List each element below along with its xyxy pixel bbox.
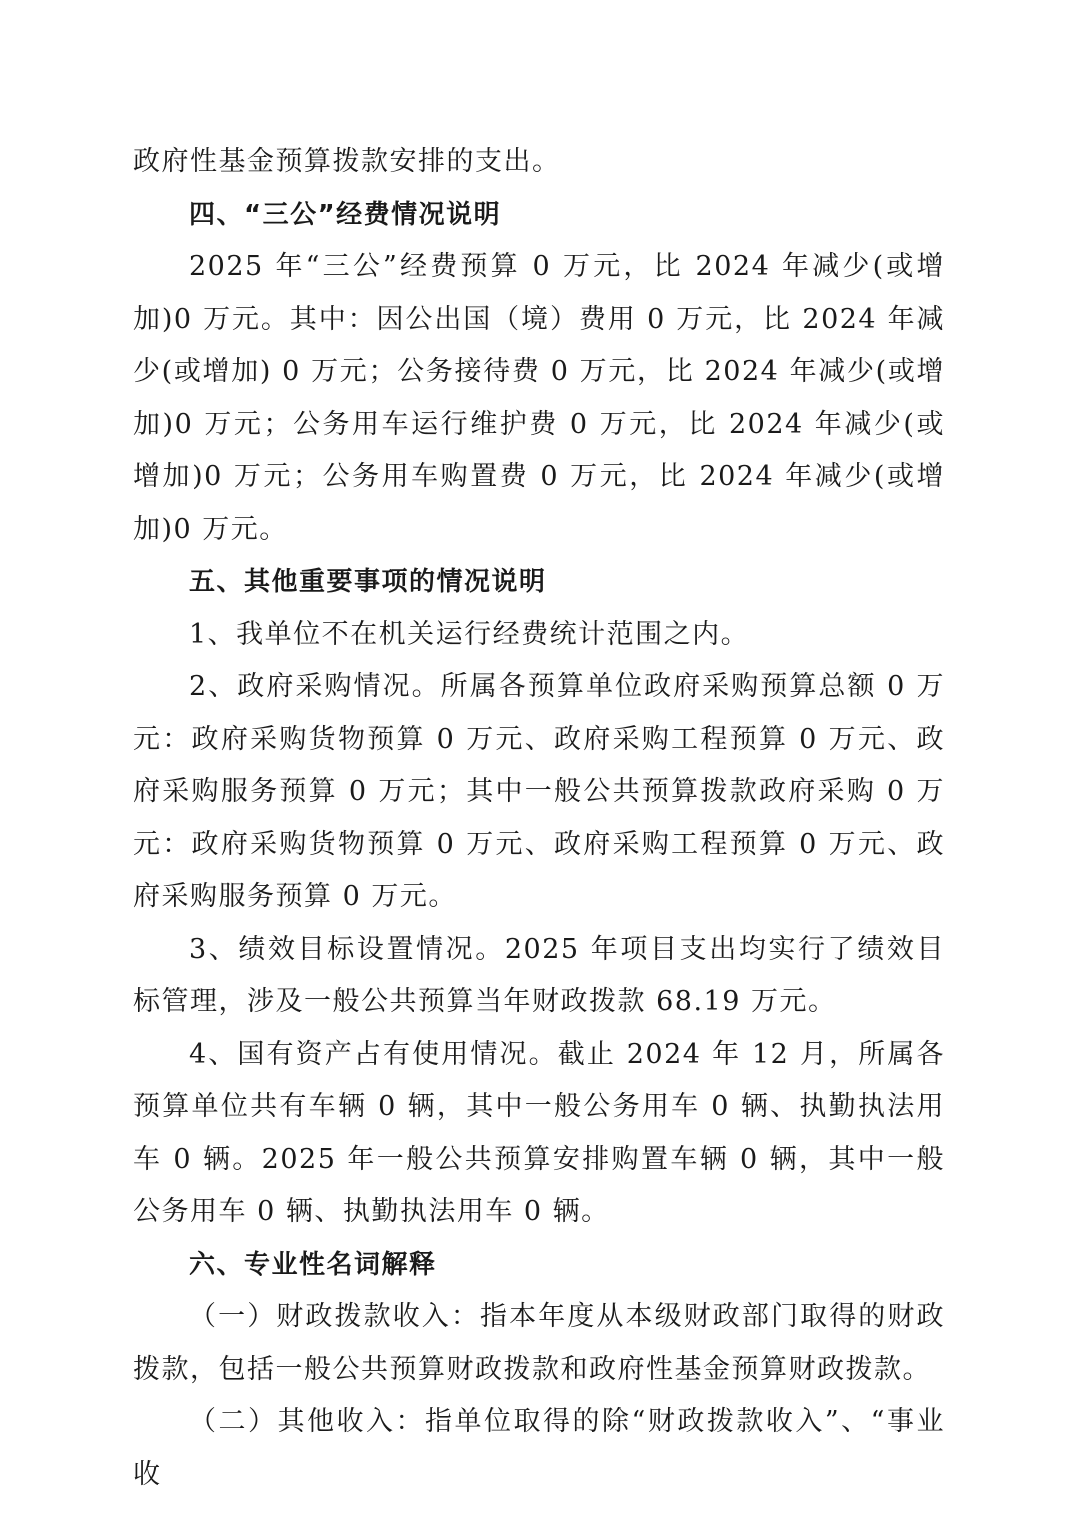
paragraph-item-4: 4、国有资产占有使用情况。截止 2024 年 12 月，所属各预算单位共有车辆 0 辆，其中一般公务用车 0 辆、执勤执法用车 0 辆。2025 年一般公共预算安排购置车辆 0 辆，其中一般公务用车 0 辆、执勤执法用车 0 辆。 [133,1038,945,1227]
section-heading-4: 四、“三公”经费情况说明 [189,199,502,230]
paragraph-continuation: 政府性基金预算拨款安排的支出。 [133,146,561,177]
paragraph-item-1: 1、我单位不在机关运行经费统计范围之内。 [189,618,750,650]
paragraph-item-2: 2、政府采购情况。所属各预算单位政府采购预算总额 0 万元：政府采购货物预算 0 万元、政府采购工程预算 0 万元、政府采购服务预算 0 万元；其中一般公共预算拨款政府采购 0 万元：政府采购货物预算 0 万元、政府采购工程预算 0 万元、政府采购服务预算 0 万元。 [133,671,945,912]
section-heading-5: 五、其他重要事项的情况说明 [189,567,547,597]
document-body [133,136,945,1501]
section-heading-6: 六、专业性名词解释 [189,1249,437,1280]
paragraph-three-public-expenses: 2025 年“三公”经费预算 0 万元，比 2024 年减少(或增加)0 万元。其中：因公出国（境）费用 0 万元，比 2024 年减少(或增加) 0 万元；公务接待费 0 万元，比 2024 年减少(或增加)0 万元；公务用车运行维护费 0 万元，比 2024 年减少(或增加)0 万元；公务用车购置费 0 万元，比 2024 年减少(或增加)0 万元。 [133,251,945,545]
paragraph-term-2: （二）其他收入：指单位取得的除“财政拨款收入”、“事业收 [133,1406,945,1490]
paragraph-term-1: （一）财政拨款收入：指本年度从本级财政部门取得的财政拨款，包括一般公共预算财政拨款和政府性基金预算财政拨款。 [133,1301,945,1385]
paragraph-item-3: 3、绩效目标设置情况。2025 年项目支出均实行了绩效目标管理，涉及一般公共预算当年财政拨款 68.19 万元。 [133,933,945,1017]
